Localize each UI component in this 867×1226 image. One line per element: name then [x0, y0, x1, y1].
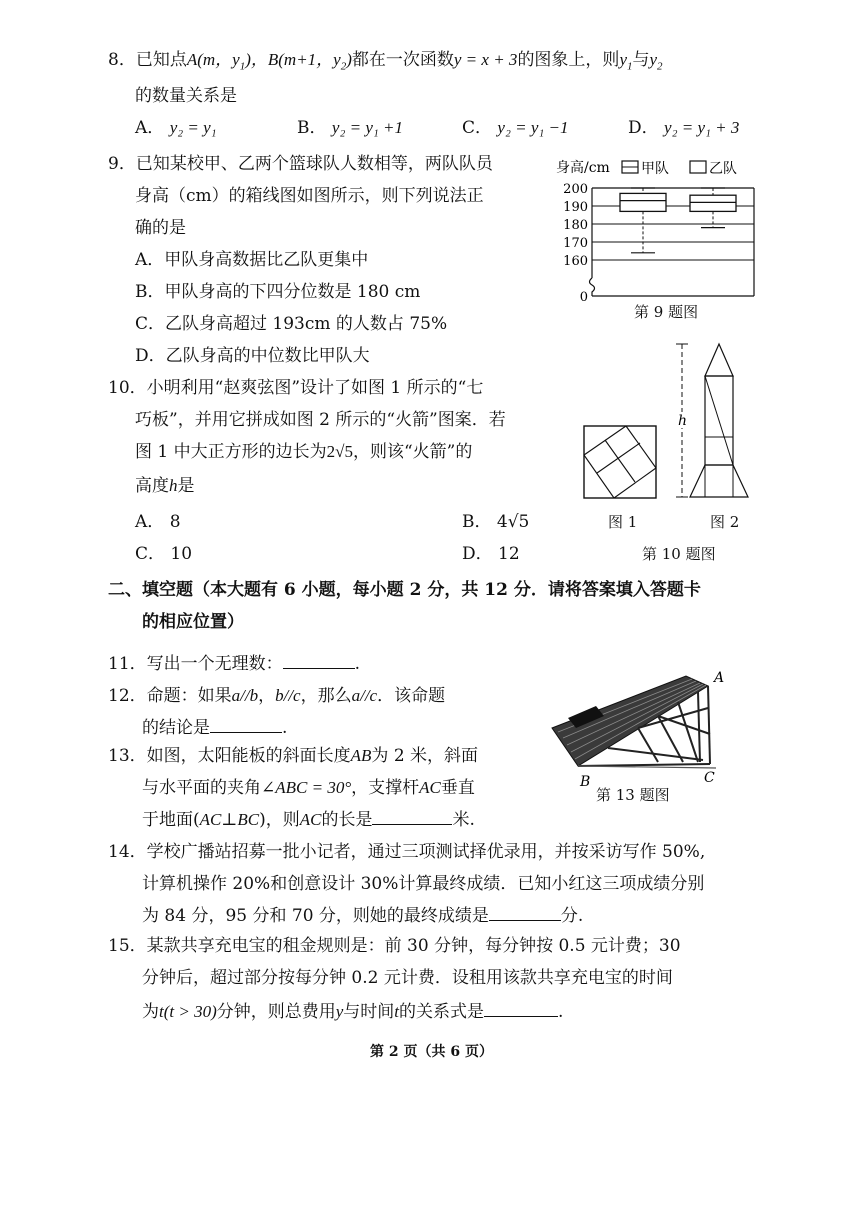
y-tick-label: 170	[563, 236, 588, 251]
q8-option-d: D． y₂ = y₁ + 3	[628, 118, 740, 138]
q9-line2: 身高（cm）的箱线图如图所示，则下列说法正	[135, 186, 484, 206]
q9-line3: 确的是	[135, 218, 186, 238]
y-tick-label: 200	[563, 182, 588, 197]
box-yi	[690, 195, 736, 211]
chart-ylabel: 身高/cm	[556, 160, 610, 176]
q15-line1: 15．某款共享充电宝的租金规则是：前 30 分钟，每分钟按 0.5 元计费；30	[108, 936, 681, 956]
q14-line1: 14．学校广播站招募一批小记者，通过三项测试择优录用，并按采访写作 50%,	[108, 842, 706, 862]
section2-heading-line2: 的相应位置）	[142, 612, 244, 632]
q10-option-a: A． 8	[135, 512, 181, 532]
q15-answer-blank	[484, 998, 558, 1017]
q10-line4: 高度h是	[135, 476, 195, 496]
y-tick-label: 180	[563, 218, 588, 233]
q14-answer-blank	[489, 902, 561, 921]
q11-answer-blank	[283, 650, 355, 669]
axis-break-mark	[590, 278, 595, 296]
page-footer: 第 2 页（共 6 页）	[370, 1044, 493, 1060]
q12-line1: 12．命题：如果a//b，b//c，那么a//c．该命题	[108, 686, 446, 706]
q9-option-a: A．甲队身高数据比乙队更集中	[135, 250, 369, 270]
legend-swatch-yi	[690, 161, 706, 173]
q15-line2: 分钟后，超过部分按每分钟 0.2 元计费．设租用该款共享充电宝的时间	[142, 968, 673, 988]
q12-answer-blank	[210, 714, 282, 733]
q10-figure-tangram	[583, 425, 657, 499]
q9-figure-caption: 第 9 题图	[634, 303, 699, 321]
q13-line2: 与水平面的夹角∠ABC = 30°，支撑杆AC垂直	[142, 778, 475, 798]
q10-fig1-label: 图 1	[608, 513, 638, 531]
section2-heading-line1: 二、填空题（本大题有 6 小题，每小题 2 分，共 12 分．请将答案填入答题卡	[108, 580, 701, 600]
q10-option-c: C． 10	[135, 544, 193, 564]
q9-option-b: B．甲队身高的下四分位数是 180 cm	[135, 282, 421, 302]
q9-line1: 9．已知某校甲、乙两个篮球队人数相等，两队队员	[108, 154, 493, 174]
q8-function: y = x + 3	[453, 50, 518, 69]
y-tick-label: 0	[579, 290, 588, 302]
q10-figure-rocket	[668, 340, 758, 502]
q10-option-b: B． 4√5	[462, 512, 530, 532]
q8-option-c: C． y₂ = y₁ −1	[462, 118, 569, 138]
q10-line3: 图 1 中大正方形的边长为2√5，则该“火箭”的	[135, 442, 473, 462]
q8-option-b: B． y₂ = y₁ +1	[297, 118, 404, 138]
q13-line3: 于地面(AC⊥BC)，则AC的长是 米.	[142, 806, 475, 832]
q9-boxplot-chart	[548, 152, 760, 302]
y-tick-label: 190	[563, 200, 588, 215]
q8-option-a: A． y₂ = y₁	[135, 118, 217, 138]
q14-line2: 计算机操作 20%和创意设计 30%计算最终成绩．已知小红这三项成绩分别	[142, 874, 705, 894]
rocket-h-label: h	[678, 413, 688, 429]
q10-line2: 巧板”，并用它拼成如图 2 所示的“火箭”图案．若	[135, 410, 506, 430]
q11: 11．写出一个无理数： .	[108, 650, 360, 676]
box-jia	[620, 193, 666, 211]
q10-fig2-label: 图 2	[710, 513, 740, 531]
q8-line1: 8．已知点A(m，$y_1$)，B(m+1，$y_2$)都在一次函数y = x + 3的图象上，则$y_1$与$y_2$	[108, 50, 663, 73]
q9-option-c: C．乙队身高超过 193cm 的人数占 75%	[135, 314, 448, 334]
legend-label-yi: 乙队	[709, 161, 737, 177]
q10-figure-caption: 第 10 题图	[642, 545, 716, 563]
q12-line2: 的结论是 .	[142, 714, 287, 740]
q15-line3: 为t(t > 30)分钟，则总费用y与时间t的关系式是 .	[142, 998, 563, 1024]
q13-label-c: C	[704, 770, 715, 786]
legend-label-jia: 甲队	[641, 161, 669, 177]
q13-solar-panel-figure	[548, 668, 738, 788]
q13-figure-caption: 第 13 题图	[596, 786, 670, 804]
q14-line3: 为 84 分，95 分和 70 分，则她的最终成绩是 分.	[142, 902, 583, 928]
q10-line1: 10．小明利用“赵爽弦图”设计了如图 1 所示的“七	[108, 378, 484, 398]
q10-option-d: D． 12	[462, 544, 520, 564]
q8-number: 8．	[108, 50, 136, 70]
y-tick-label: 160	[563, 254, 588, 269]
q10-root: 2√5	[326, 442, 353, 461]
q8-line2: 的数量关系是	[135, 86, 237, 106]
q13-line1: 13．如图，太阳能板的斜面长度AB为 2 米，斜面	[108, 746, 479, 766]
q13-answer-blank	[372, 806, 452, 825]
q9-option-d: D．乙队身高的中位数比甲队大	[135, 346, 370, 366]
q13-label-b: B	[580, 774, 591, 788]
q13-label-a: A	[714, 670, 725, 686]
